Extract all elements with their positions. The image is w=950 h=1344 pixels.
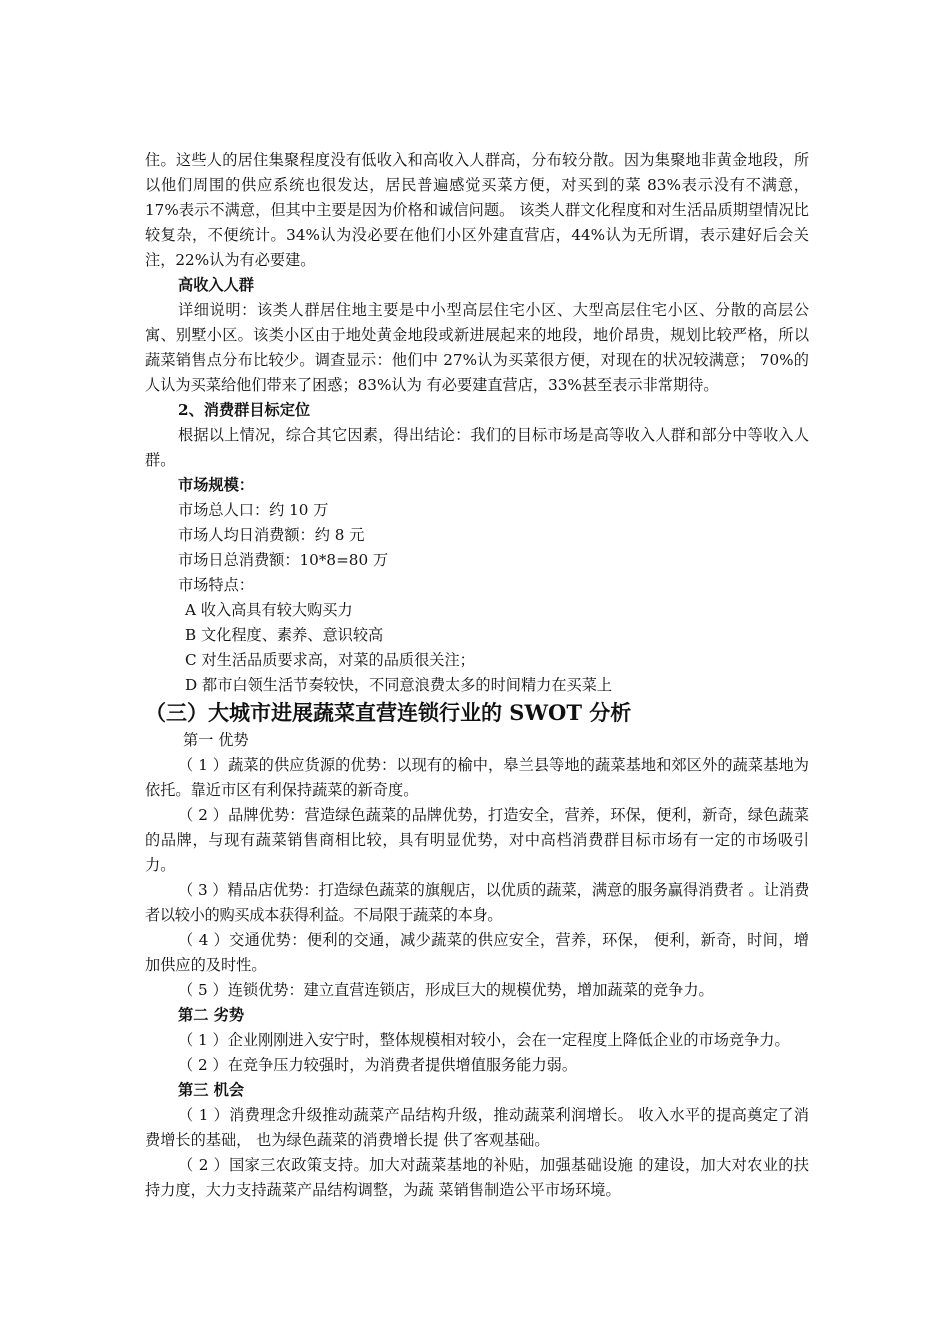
strength-item: （ 2 ）品牌优势：营造绿色蔬菜的品牌优势，打造安全，营养，环保，便利，新奇，绿色蔬菜的品牌，与现有蔬菜销售商相比较，具有明显优势，对中高档消费群目标市场有一定的市场吸引力。 bbox=[145, 806, 809, 874]
strength-item: （ 4 ）交通优势：便利的交通，减少蔬菜的供应安全，营养，环保， 便利，新奇，时间，增加供应的及时性。 bbox=[145, 931, 809, 974]
strength-item: （ 5 ）连锁优势：建立直营连锁店，形成巨大的规模优势，增加蔬菜的竞争力。 bbox=[178, 981, 714, 999]
target-heading: 2、消费群目标定位 bbox=[178, 401, 311, 419]
market-features-heading: 市场特点： bbox=[178, 576, 254, 594]
weakness-item: （ 1 ）企业刚刚进入安宁时，整体规模相对较小，会在一定程度上降低企业的市场竞争力。 bbox=[178, 1031, 790, 1049]
strength-item: （ 1 ）蔬菜的供应货源的优势：以现有的榆中，皋兰县等地的蔬菜基地和郊区外的蔬菜基地为依托。靠近市区有利保持蔬菜的新奇度。 bbox=[145, 756, 809, 799]
market-population: 市场总人口：约 10 万 bbox=[178, 501, 329, 519]
weaknesses-heading: 第二 劣势 bbox=[178, 1006, 245, 1024]
weakness-item: （ 2 ）在竞争压力较强时，为消费者提供增值服务能力弱。 bbox=[178, 1056, 578, 1074]
market-per-capita: 市场人均日消费额：约 8 元 bbox=[178, 526, 365, 544]
target-paragraph: 根据以上情况，综合其它因素，得出结论：我们的目标市场是高等收入人群和部分中等收入人群。 bbox=[145, 426, 809, 469]
document-body bbox=[145, 148, 809, 1203]
strengths-heading: 第一 优势 bbox=[183, 731, 249, 749]
swot-section-title: （三）大城市进展蔬菜直营连锁行业的 SWOT 分析 bbox=[145, 700, 632, 725]
market-feature-item: B 文化程度、素养、意识较高 bbox=[185, 626, 384, 644]
high-income-detail: 详细说明：该类人群居住地主要是中小型高层住宅小区、大型高层住宅小区、分散的高层公寓、别墅小区。该类小区由于地处黄金地段或新进展起来的地段，地价昂贵，规划比较严格，所以蔬菜销售点分布比较少。调查显示：他们中 27%认为买菜很方便，对现在的状况较满意； 70%的人认为买菜给他们带来了困惑；83%认为 有必要建直营店，33%甚至表示非常期待。 bbox=[145, 301, 809, 394]
market-daily-total: 市场日总消费额：10*8=80 万 bbox=[178, 551, 389, 569]
market-feature-item: D 都市白领生活节奏较快，不同意浪费太多的时间精力在买菜上 bbox=[185, 676, 613, 694]
market-feature-item: A 收入高具有较大购买力 bbox=[185, 601, 353, 619]
market-scale-heading: 市场规模： bbox=[178, 476, 254, 494]
market-feature-item: C 对生活品质要求高，对菜的品质很关注； bbox=[185, 651, 475, 669]
opportunity-item: （ 1 ）消费理念升级推动蔬菜产品结构升级，推动蔬菜利润增长。 收入水平的提高奠定了消费增长的基础， 也为绿色蔬菜的消费增长提 供了客观基础。 bbox=[145, 1106, 809, 1149]
high-income-heading: 高收入人群 bbox=[178, 276, 254, 294]
intro-paragraph: 住。这些人的居住集聚程度没有低收入和高收入人群高，分布较分散。因为集聚地非黄金地段，所以他们周围的供应系统也很发达，居民普遍感觉买菜方便，对买到的菜 83%表示没有不满意，17%表示不满意，但其中主要是因为价格和诚信问题。 该类人群文化程度和对生活品质期望情况比较复杂，不便统计。34%认为没必要在他们小区外建直营店，44%认为无所谓，表示建好后会关注，22%认为有必要建。 bbox=[145, 151, 809, 269]
opportunities-heading: 第三 机会 bbox=[178, 1081, 245, 1099]
strength-item: （ 3 ）精品店优势：打造绿色蔬菜的旗舰店，以优质的蔬菜，满意的服务赢得消费者 。让消费者以较小的购买成本获得利益。不局限于蔬菜的本身。 bbox=[145, 881, 809, 924]
opportunity-item: （ 2 ）国家三农政策支持。加大对蔬菜基地的补贴，加强基础设施 的建设，加大对农业的扶持力度，大力支持蔬菜产品结构调整，为蔬 菜销售制造公平市场环境。 bbox=[145, 1156, 809, 1199]
